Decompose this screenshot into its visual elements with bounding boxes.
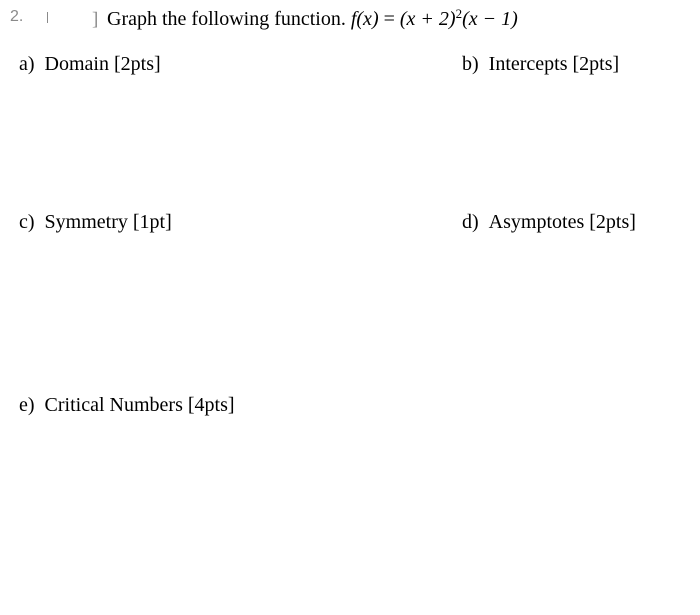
factor-one: (x + 2) [399, 8, 456, 30]
part-d-asymptotes [462, 211, 636, 234]
question-number: 2. [10, 8, 24, 25]
factor-two: (x − 1) [462, 8, 518, 30]
part-label: Domain [2pts] [44, 53, 161, 75]
part-e-critical-numbers [19, 394, 235, 417]
part-c-symmetry [19, 211, 172, 234]
part-label: Critical Numbers [4pts] [44, 394, 235, 416]
part-letter: a) [19, 53, 35, 75]
part-letter: b) [462, 53, 479, 75]
faded-mark [47, 12, 48, 23]
part-a-domain [19, 53, 161, 76]
part-b-intercepts [462, 53, 619, 76]
question-title [107, 6, 518, 31]
function-lhs: f(x) [350, 8, 379, 30]
part-label: Symmetry [1pt] [44, 211, 172, 233]
part-label: Asymptotes [2pts] [488, 211, 636, 233]
instruction-text: Graph the following function. [107, 8, 346, 30]
bracket-fragment: ] [92, 9, 99, 30]
equals-sign: = [383, 8, 395, 30]
exponent: 2 [455, 6, 463, 21]
part-letter: c) [19, 211, 35, 233]
part-letter: d) [462, 211, 479, 233]
part-label: Intercepts [2pts] [488, 53, 620, 75]
part-letter: e) [19, 394, 35, 416]
